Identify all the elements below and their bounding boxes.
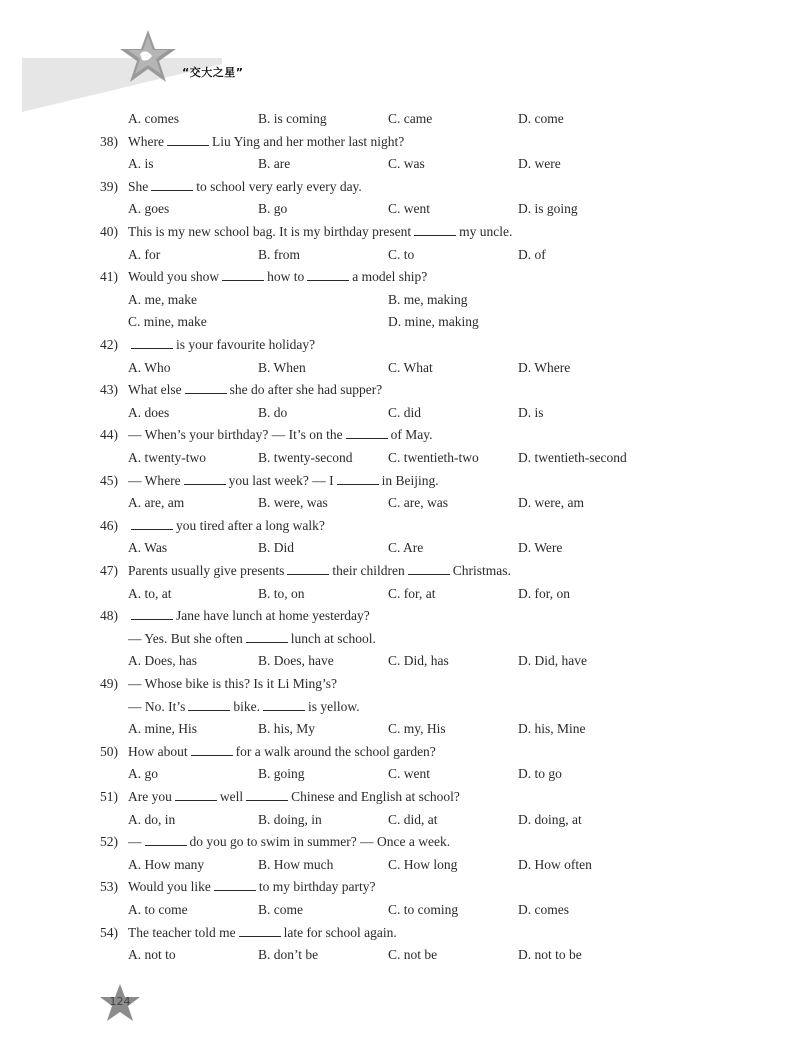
question-text bbox=[128, 741, 436, 763]
options-row bbox=[0, 718, 800, 740]
answer-blank[interactable] bbox=[408, 562, 450, 575]
question-text-part: — No. It’s bbox=[128, 698, 186, 714]
answer-blank[interactable] bbox=[131, 336, 173, 349]
answer-option: C. mine, make bbox=[128, 314, 207, 330]
answer-blank[interactable] bbox=[263, 698, 305, 711]
question-row bbox=[0, 221, 800, 243]
question-text bbox=[128, 876, 376, 898]
answer-option: B. don’t be bbox=[258, 947, 319, 963]
answer-option: B. his, My bbox=[258, 721, 316, 737]
answer-blank[interactable] bbox=[246, 630, 288, 643]
question-row bbox=[0, 379, 800, 401]
answer-option: A. does bbox=[128, 404, 170, 420]
answer-option: C. to coming bbox=[388, 902, 459, 917]
answer-option: C. my, His bbox=[388, 721, 446, 737]
answer-option: B. is coming bbox=[258, 111, 327, 126]
answer-option: A. Does, has bbox=[128, 653, 197, 669]
brand-title: “交大之星” bbox=[182, 66, 244, 79]
options-row bbox=[0, 244, 800, 266]
answer-option: D. Did, have bbox=[518, 653, 587, 669]
answer-option: B. doing, in bbox=[258, 811, 322, 827]
question-text-part: How about bbox=[128, 743, 188, 759]
answer-option: C. did, at bbox=[388, 811, 438, 827]
question-number: 49) bbox=[100, 676, 118, 691]
question-number: 46) bbox=[100, 517, 118, 533]
question-text-part: my uncle. bbox=[459, 224, 513, 239]
answer-option: B. going bbox=[258, 766, 305, 782]
answer-blank[interactable] bbox=[214, 878, 256, 891]
answer-option: D. were, am bbox=[518, 495, 584, 511]
question-text-part: Parents usually give presents bbox=[128, 563, 285, 578]
answer-option: A. is bbox=[128, 156, 154, 172]
answer-option: A. for bbox=[128, 246, 161, 262]
question-number: 44) bbox=[100, 427, 118, 443]
answer-option: B. When bbox=[258, 359, 306, 375]
answer-option: D. not to be bbox=[518, 947, 582, 963]
answer-option: C. to bbox=[388, 246, 415, 262]
answer-blank[interactable] bbox=[131, 517, 173, 530]
question-text-part: how to bbox=[267, 269, 305, 285]
answer-option: D. doing, at bbox=[518, 811, 582, 827]
question-text-part: This is my new school bag. It is my birthday present bbox=[128, 224, 412, 239]
answer-option: B. do bbox=[258, 404, 288, 420]
question-text bbox=[128, 131, 404, 153]
question-row bbox=[0, 560, 800, 582]
question-number: 53) bbox=[100, 879, 118, 895]
answer-option: B. Does, have bbox=[258, 653, 334, 669]
answer-option: C. How long bbox=[388, 856, 458, 872]
question-text bbox=[128, 922, 397, 944]
question-text-part: The teacher told me bbox=[128, 924, 236, 940]
answer-blank[interactable] bbox=[346, 426, 388, 439]
question-text-part: Where bbox=[128, 133, 164, 149]
question-text-part: to school very early every day. bbox=[196, 178, 362, 194]
question-text bbox=[128, 696, 360, 718]
answer-option: A. are, am bbox=[128, 495, 185, 511]
options-row bbox=[0, 447, 800, 469]
question-text-part: Christmas. bbox=[452, 563, 511, 578]
answer-option: C. was bbox=[388, 156, 425, 172]
options-row bbox=[0, 899, 800, 921]
answer-option: C. for, at bbox=[388, 585, 436, 601]
question-text bbox=[128, 831, 450, 853]
answer-option: C. Did, has bbox=[388, 653, 449, 669]
question-text-part: of May. bbox=[390, 427, 433, 443]
question-text-part: bike. bbox=[233, 698, 260, 714]
answer-option: C. Are bbox=[388, 540, 424, 556]
question-number: 54) bbox=[100, 924, 118, 940]
question-text bbox=[128, 673, 337, 695]
answer-option: D. his, Mine bbox=[518, 721, 586, 737]
question-text-part: their children bbox=[332, 563, 405, 578]
answer-blank[interactable] bbox=[222, 268, 264, 281]
question-row bbox=[0, 424, 800, 446]
question-text-part: — When’s your birthday? — It’s on the bbox=[128, 427, 343, 443]
answer-option: D. How often bbox=[518, 856, 592, 872]
answer-blank[interactable] bbox=[239, 924, 281, 937]
answer-option: A. How many bbox=[128, 856, 205, 872]
question-text bbox=[128, 379, 382, 401]
question-text-part: What else bbox=[128, 382, 182, 398]
options-row bbox=[0, 108, 800, 130]
answer-option: B. from bbox=[258, 246, 300, 262]
options-row bbox=[0, 537, 800, 559]
answer-option: C. twentieth-two bbox=[388, 450, 479, 465]
answer-option: A. mine, His bbox=[128, 721, 197, 737]
question-text-part: is your favourite holiday? bbox=[176, 337, 316, 352]
options-row bbox=[0, 944, 800, 966]
question-number: 39) bbox=[100, 178, 118, 194]
answer-blank[interactable] bbox=[414, 223, 456, 236]
question-text-part: lunch at school. bbox=[290, 630, 376, 646]
answer-blank[interactable] bbox=[337, 472, 379, 485]
question-text bbox=[128, 176, 362, 198]
answer-option: C. not be bbox=[388, 947, 438, 963]
answer-option: B. to, on bbox=[258, 585, 305, 601]
question-row bbox=[0, 786, 800, 808]
answer-option: A. comes bbox=[128, 111, 179, 126]
options-row bbox=[0, 650, 800, 672]
question-row bbox=[0, 131, 800, 153]
question-row bbox=[0, 515, 800, 537]
options-row bbox=[0, 402, 800, 424]
question-number: 40) bbox=[100, 224, 118, 239]
question-number: 42) bbox=[100, 337, 118, 352]
question-text bbox=[128, 334, 315, 356]
answer-option: B. come bbox=[258, 902, 303, 917]
answer-option: D. were bbox=[518, 156, 561, 172]
options-row bbox=[0, 153, 800, 175]
options-row bbox=[0, 492, 800, 514]
question-row bbox=[0, 876, 800, 898]
question-text-part: Would you show bbox=[128, 269, 220, 285]
answer-blank[interactable] bbox=[175, 788, 217, 801]
answer-option: A. Was bbox=[128, 540, 168, 556]
answer-option: D. twentieth-second bbox=[518, 450, 627, 465]
question-text-part: Liu Ying and her mother last night? bbox=[211, 133, 405, 149]
question-text-part: is yellow. bbox=[308, 698, 360, 714]
question-number: 52) bbox=[100, 834, 118, 850]
answer-option: D. for, on bbox=[518, 585, 570, 601]
question-text-part: — Whose bike is this? Is it Li Ming’s? bbox=[128, 676, 337, 691]
options-row bbox=[0, 809, 800, 831]
question-text-part: you last week? — I bbox=[228, 472, 334, 488]
star-logo-icon bbox=[118, 28, 178, 86]
answer-option: B. me, making bbox=[388, 291, 468, 307]
question-number: 41) bbox=[100, 269, 118, 285]
question-text-part: in Beijing. bbox=[381, 472, 439, 488]
question-row bbox=[0, 922, 800, 944]
question-text bbox=[128, 470, 439, 492]
question-row-continued bbox=[0, 696, 800, 718]
question-row bbox=[0, 831, 800, 853]
question-text-part: She bbox=[128, 178, 149, 194]
question-text-part: Would you like bbox=[128, 879, 211, 895]
answer-option: C. went bbox=[388, 766, 430, 782]
answer-option: C. went bbox=[388, 201, 430, 217]
answer-blank[interactable] bbox=[145, 833, 187, 846]
question-row bbox=[0, 334, 800, 356]
question-number: 51) bbox=[100, 789, 118, 804]
answer-option: B. go bbox=[258, 201, 288, 217]
answer-option: A. goes bbox=[128, 201, 170, 217]
answer-option: D. is bbox=[518, 404, 544, 420]
question-text-part: a model ship? bbox=[352, 269, 428, 285]
answer-option: D. to go bbox=[518, 766, 562, 782]
question-number: 38) bbox=[100, 133, 118, 149]
question-text bbox=[128, 221, 512, 243]
options-row bbox=[0, 289, 800, 311]
answer-option: A. do, in bbox=[128, 811, 176, 827]
answer-blank[interactable] bbox=[131, 607, 173, 620]
answer-option: D. of bbox=[518, 246, 546, 262]
question-row bbox=[0, 741, 800, 763]
answer-option: D. is going bbox=[518, 201, 578, 217]
answer-option: A. not to bbox=[128, 947, 176, 963]
answer-option: A. me, make bbox=[128, 291, 197, 307]
question-text bbox=[128, 628, 376, 650]
answer-option: C. did bbox=[388, 404, 422, 420]
question-row bbox=[0, 266, 800, 288]
answer-option: B. How much bbox=[258, 856, 334, 872]
answer-option: D. Where bbox=[518, 359, 571, 375]
question-text bbox=[128, 786, 460, 808]
answer-option: B. were, was bbox=[258, 495, 328, 511]
answer-option: C. are, was bbox=[388, 495, 448, 511]
question-text bbox=[128, 605, 370, 627]
answer-option: B. are bbox=[258, 156, 291, 172]
answer-blank[interactable] bbox=[188, 698, 230, 711]
answer-option: D. comes bbox=[518, 902, 569, 917]
question-text bbox=[128, 266, 427, 288]
answer-option: B. Did bbox=[258, 540, 295, 556]
options-row bbox=[0, 311, 800, 333]
question-text-part: — Where bbox=[128, 472, 181, 488]
question-text-part: Are you bbox=[128, 789, 172, 804]
answer-blank[interactable] bbox=[185, 381, 227, 394]
question-text-part: Jane have lunch at home yesterday? bbox=[176, 608, 370, 624]
options-row bbox=[0, 198, 800, 220]
answer-option: A. to come bbox=[128, 902, 188, 917]
question-number: 50) bbox=[100, 743, 118, 759]
answer-blank[interactable] bbox=[167, 133, 209, 146]
question-number: 47) bbox=[100, 563, 118, 578]
options-row bbox=[0, 763, 800, 785]
answer-blank[interactable] bbox=[246, 788, 288, 801]
question-number: 43) bbox=[100, 382, 118, 398]
question-number: 45) bbox=[100, 472, 118, 488]
question-text-part: Chinese and English at school? bbox=[291, 789, 460, 804]
answer-option: D. Were bbox=[518, 540, 563, 556]
question-number: 48) bbox=[100, 608, 118, 624]
question-text-part: do you go to swim in summer? — Once a week. bbox=[189, 834, 451, 850]
answer-option: A. go bbox=[128, 766, 158, 782]
answer-blank[interactable] bbox=[151, 178, 193, 191]
options-row bbox=[0, 357, 800, 379]
question-text-part: — bbox=[128, 834, 142, 850]
answer-option: C. came bbox=[388, 111, 433, 126]
answer-option: B. twenty-second bbox=[258, 450, 353, 465]
answer-blank[interactable] bbox=[191, 743, 233, 756]
question-text bbox=[128, 515, 325, 537]
question-text bbox=[128, 424, 432, 446]
question-text-part: for a walk around the school garden? bbox=[235, 743, 436, 759]
question-text-part: you tired after a long walk? bbox=[176, 517, 325, 533]
question-text-part: — Yes. But she often bbox=[128, 630, 243, 646]
question-text-part: late for school again. bbox=[283, 924, 397, 940]
answer-blank[interactable] bbox=[287, 562, 329, 575]
options-row bbox=[0, 854, 800, 876]
question-row-continued bbox=[0, 628, 800, 650]
answer-option: A. twenty-two bbox=[128, 450, 206, 465]
question-text-part: well bbox=[219, 789, 244, 804]
question-row bbox=[0, 605, 800, 627]
question-text bbox=[128, 560, 511, 582]
options-row bbox=[0, 583, 800, 605]
answer-option: A. to, at bbox=[128, 585, 172, 601]
answer-blank[interactable] bbox=[184, 472, 226, 485]
question-text-part: she do after she had supper? bbox=[229, 382, 383, 398]
question-row bbox=[0, 176, 800, 198]
question-text-part: to my birthday party? bbox=[258, 879, 376, 895]
question-row bbox=[0, 673, 800, 695]
answer-option: D. come bbox=[518, 111, 564, 126]
question-row bbox=[0, 470, 800, 492]
answer-option: C. What bbox=[388, 359, 433, 375]
answer-blank[interactable] bbox=[307, 268, 349, 281]
page-number: 124 bbox=[109, 995, 131, 1008]
answer-option: D. mine, making bbox=[388, 314, 479, 330]
answer-option: A. Who bbox=[128, 359, 171, 375]
